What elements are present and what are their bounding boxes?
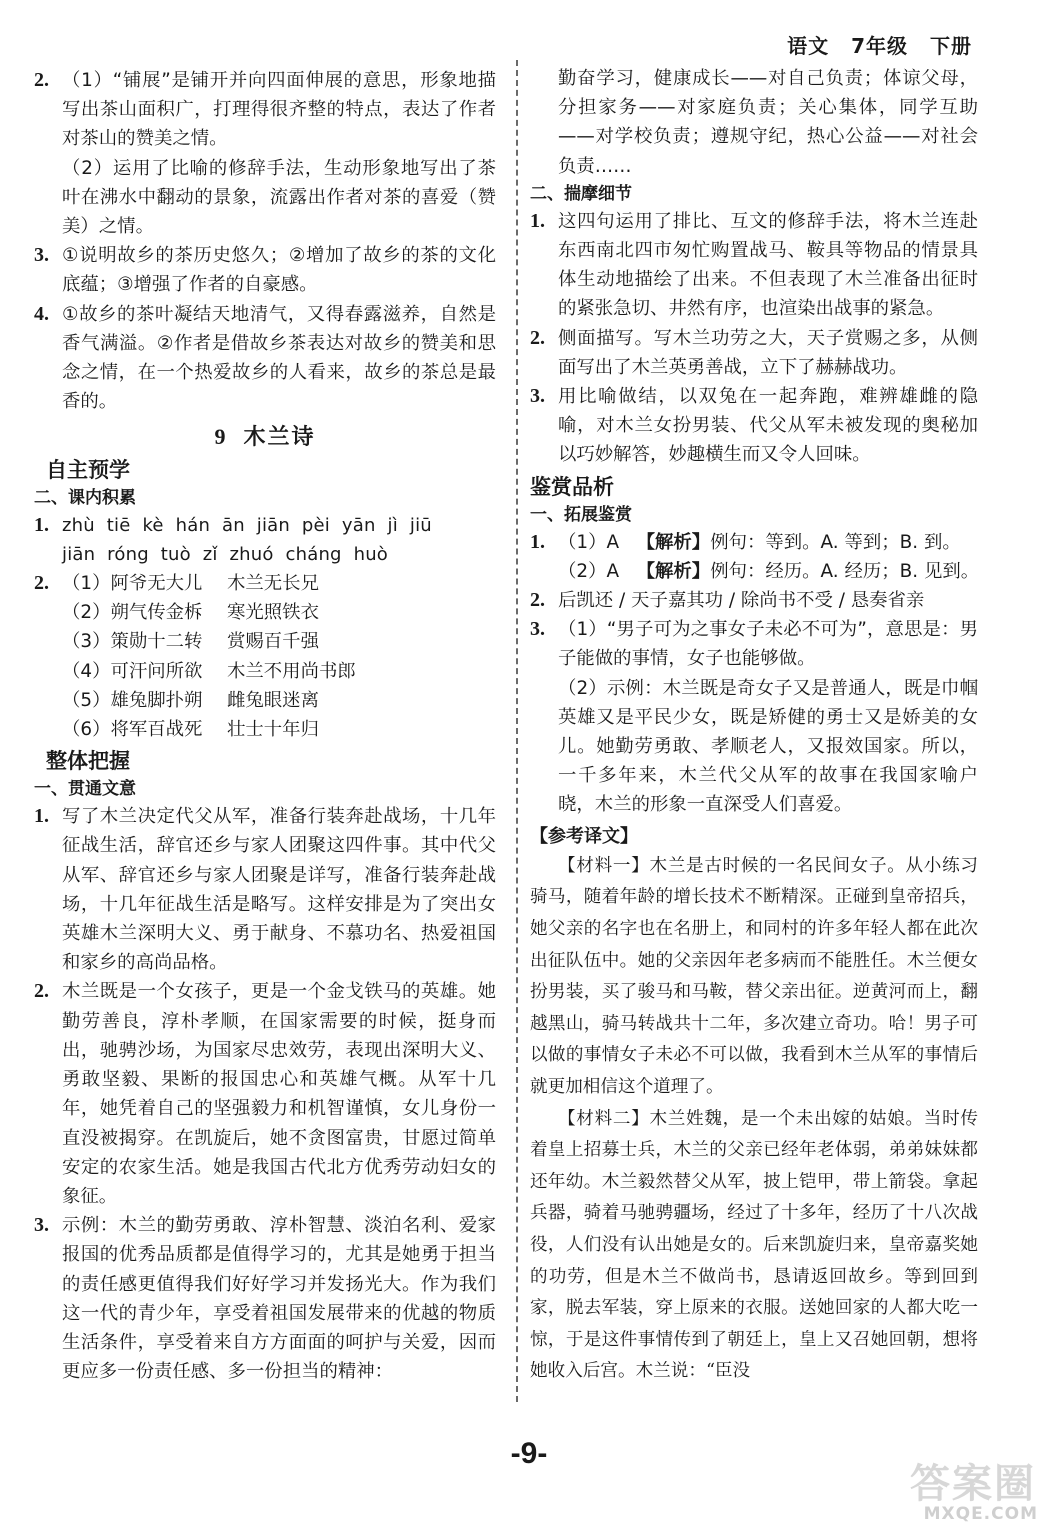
left-column [34,66,496,1386]
fill-blank-second: 木兰无长兄 [227,573,319,595]
comprehension-item [34,1211,496,1386]
right-column [530,64,978,1388]
translation-material-1: 【材料一】木兰是古时候的一名民间女子。从小练习骑马，随着年龄的增长技术不断精深。正碰到皇帝招兵，她父亲的名字也在名册上，和同村的许多年轻人都在此次出征队伍中。她的父亲因年老多病而不能胜任。木兰便女扮男装，买了骏马和马鞍，替父亲出征。逆黄河而上，翻越黑山，骑马转战共十二年，多次建立奇功。哈！男子可以做的事情女子未必不可以做，我看到木兰从军的事情后就更加相信这个道理了。 [530,855,978,1098]
continued-answer-text: 勤奋学习，健康成长——对自己负责；体谅父母，分担家务——对家庭负责；关心集体，同学互助——对学校负责；遵规守纪，热心公益——对社会负责…… [558,68,978,177]
fill-blank-row [34,598,496,627]
pinyin-answer [34,511,496,569]
item-number: 1. [34,805,49,828]
fill-blank-answer [34,569,496,744]
answer-text: 后凯还 / 天子嘉其功 / 除尚书不受 / 恳奏省亲 [558,590,925,612]
fill-blank-first: （1）阿爷无大儿 [62,573,203,595]
section-heading-preview: 自主预学 [46,457,130,482]
answer-item [34,154,496,242]
reference-translation-heading: 【参考译文】 [530,825,638,847]
item-number: 3. [530,618,545,641]
item-number: 2. [530,589,545,612]
fill-blank-row [34,657,496,686]
pinyin-line-1: zhù tiē kè hán ān jiān pèi yān jì jiū [62,514,432,536]
answer-1a: （1）A 【解析】例句：等到。A. 等到；B. 到。 [558,531,961,553]
comprehension-item [34,802,496,977]
item-number: 3. [530,385,545,408]
item-text: ①故乡的茶叶凝结天地清气，又得春露滋养，自然是香气满溢。②作者是借故乡茶表达对故乡的赞美和思念之情，在一个热爱故乡的人看来，故乡的茶总是最香的。 [62,303,496,413]
detail-item [530,382,978,470]
item-text: 示例：木兰的勤劳勇敢、淳朴智慧、淡泊名利、爱家报国的优秀品质都是值得学习的，尤其是她勇于担当的责任感更值得我们好好学习并发扬光大。作为我们这一代的青少年，享受着祖国发展带来的优越的物质生活条件，享受着来自方方面面的呵护与关爱，因而更应多一份责任感、多一份担当的精神： [62,1215,496,1383]
lesson-title [34,422,496,452]
lesson-number: 9 [214,424,228,450]
fill-blank-first: （4）可汗问所欲 [62,660,203,682]
translation-material-2: 【材料二】木兰姓魏，是一个未出嫁的姑娘。当时传着皇上招募士兵，木兰的父亲已经年老体弱，弟弟妹妹都还年幼。木兰毅然替父从军，披上铠甲，带上箭袋。拿起兵器，骑着马驰骋疆场，经过了十多年，经历了十八次战役，人们没有认出她是女的。后来凯旋归来，皇帝嘉奖她的功劳，但是木兰不做尚书，恳请返回故乡。等到回到家，脱去军装，穿上原来的衣服。送她回家的人都大吃一惊，于是这件事情传到了朝廷上，皇上又召她回朝，想将她收入后宫。木兰说：“臣没 [530,1108,978,1382]
fill-blank-first: （5）雄兔脚扑朔 [62,689,203,711]
fill-blank-row [34,715,496,744]
item-number: 2. [530,326,545,349]
subsection-heading-comprehension: 一、贯通文意 [34,779,136,800]
item-number: 4. [34,302,49,325]
comprehension-answers [34,802,496,1386]
section-heading-appreciation: 鉴赏品析 [530,474,614,499]
item-number: 2. [34,572,49,595]
subsection-heading-extended: 一、拓展鉴赏 [530,504,632,525]
analysis-tag: 【解析】 [636,531,711,553]
fill-blank-second: 赏赐百千强 [227,631,319,653]
watermark-logo: 答案圈 MXQE.COM [910,1461,1038,1524]
item-number: 1. [530,530,545,553]
answer-item [34,241,496,299]
header-subject: 语文 [787,34,830,58]
header-volume: 下册 [930,34,972,58]
item-text: ①说明故乡的茶历史悠久；②增加了故乡的茶的文化底蕴；③增强了作者的自豪感。 [62,245,496,296]
fill-blank-first: （6）将军百战死 [62,719,203,741]
fill-blank-row [34,569,496,598]
fill-blank-second: 壮士十年归 [227,719,319,741]
subsection-heading-details: 二、揣摩细节 [530,183,632,204]
detail-answers [530,207,978,470]
fill-blank-row [34,686,496,715]
item-text: （2）运用了比喻的修辞手法，生动形象地写出了茶叶在沸水中翻动的景象，流露出作者对茶的喜爱（赞美）之情。 [62,157,496,238]
fill-blank-second: 寒光照铁衣 [227,602,319,624]
fill-blank-first: （3）策勋十二转 [62,631,203,653]
fill-blank-first: （2）朔气传金柝 [62,602,203,624]
page-header [765,30,972,59]
item-text: 用比喻做结，以双兔在一起奔跑，难辨雄雌的隐喻，对木兰女扮男装、代父从军未被发现的奥秘加以巧妙解答，妙趣横生而又令人回味。 [558,386,978,466]
fill-blank-pairs [34,569,496,744]
subsection-heading-accumulation: 二、课内积累 [34,487,136,508]
item-text: 木兰既是一个女孩子，更是一个金戈铁马的英雄。她勤劳善良，淳朴孝顺，在国家需要的时候，挺身而出，驰骋沙场，为国家尽忠效劳，表现出深明大义、勇敢坚毅、果断的报国忠心和英雄气概。从军十几年，她凭着自己的坚强毅力和机智谨慎，女儿身份一直没被揭穿。在凯旋后，她不贪图富贵，甘愿过简单安定的农家生活。她是我国古代北方优秀劳动妇女的象征。 [62,981,496,1207]
extended-answer-3 [530,615,978,819]
comprehension-item [34,977,496,1211]
answer-item [34,300,496,417]
extended-answer-2 [530,586,978,615]
header-grade: 7年级 [851,34,908,58]
item-number: 3. [34,244,49,267]
item-text: 这四句运用了排比、互文的修辞手法，将木兰连赴东西南北四市匆忙购置战马、鞍具等物品的情景具体生动地描绘了出来。不但表现了木兰准备出征时的紧张急切、井然有序，也渲染出战事的紧急。 [558,210,978,320]
answer-item [34,66,496,154]
detail-item [530,207,978,324]
pinyin-line-2: jiān róng tuò zǐ zhuó cháng huò [62,543,389,565]
detail-item [530,324,978,382]
column-divider [516,60,518,1402]
item-number: 2. [34,980,49,1003]
fill-blank-second: 雌兔眼迷离 [227,689,319,711]
answer-text-3-2: （2）示例：木兰既是奇女子又是普通人，既是巾帼英雄又是平民少女，既是矫健的勇士又是娇美的女儿。她勤劳勇敢、孝顺老人，又报效国家。所以，一千多年来，木兰代父从军的故事在我国家喻户晓，木兰的形象一直深受人们喜爱。 [558,677,978,816]
item-number: 2. [34,69,49,91]
extended-answer-1 [530,528,978,586]
item-text: 侧面描写。写木兰功劳之大，天子赏赐之多，从侧面写出了木兰英勇善战，立下了赫赫战功。 [558,327,978,378]
item-number: 1. [34,513,49,536]
analysis-tag: 【解析】 [636,560,711,582]
fill-blank-row [34,627,496,656]
item-number: 3. [34,1214,49,1237]
item-text: （1）“铺展”是铺开并向四面伸展的意思，形象地描写出茶山面积广，打理得很齐整的特点，表达了作者对茶山的赞美之情。 [62,70,496,150]
answer-1b: （2）A 【解析】例句：经历。A. 经历；B. 见到。 [558,560,980,582]
fill-blank-second: 木兰不用尚书郎 [227,660,356,682]
answer-text-3-1: （1）“男子可为之事女子未必不可为”，意思是：男子能做的事情，女子也能够做。 [558,619,978,670]
page-number: -9- [510,1437,548,1470]
prev-lesson-answers [34,66,496,416]
item-number: 1. [530,209,545,232]
section-heading-overall: 整体把握 [46,749,130,774]
lesson-name: 木兰诗 [243,425,316,451]
item-text: 写了木兰决定代父从军，准备行装奔赴战场，十几年征战生活，辞官还乡与家人团聚这四件事。其中代父从军、辞官还乡与家人团聚是详写，准备行装奔赴战场，十几年征战生活是略写。这样安排是为了突出女英雄木兰深明大义、勇于献身、不慕功名、热爱祖国和家乡的高尚品格。 [62,806,496,974]
